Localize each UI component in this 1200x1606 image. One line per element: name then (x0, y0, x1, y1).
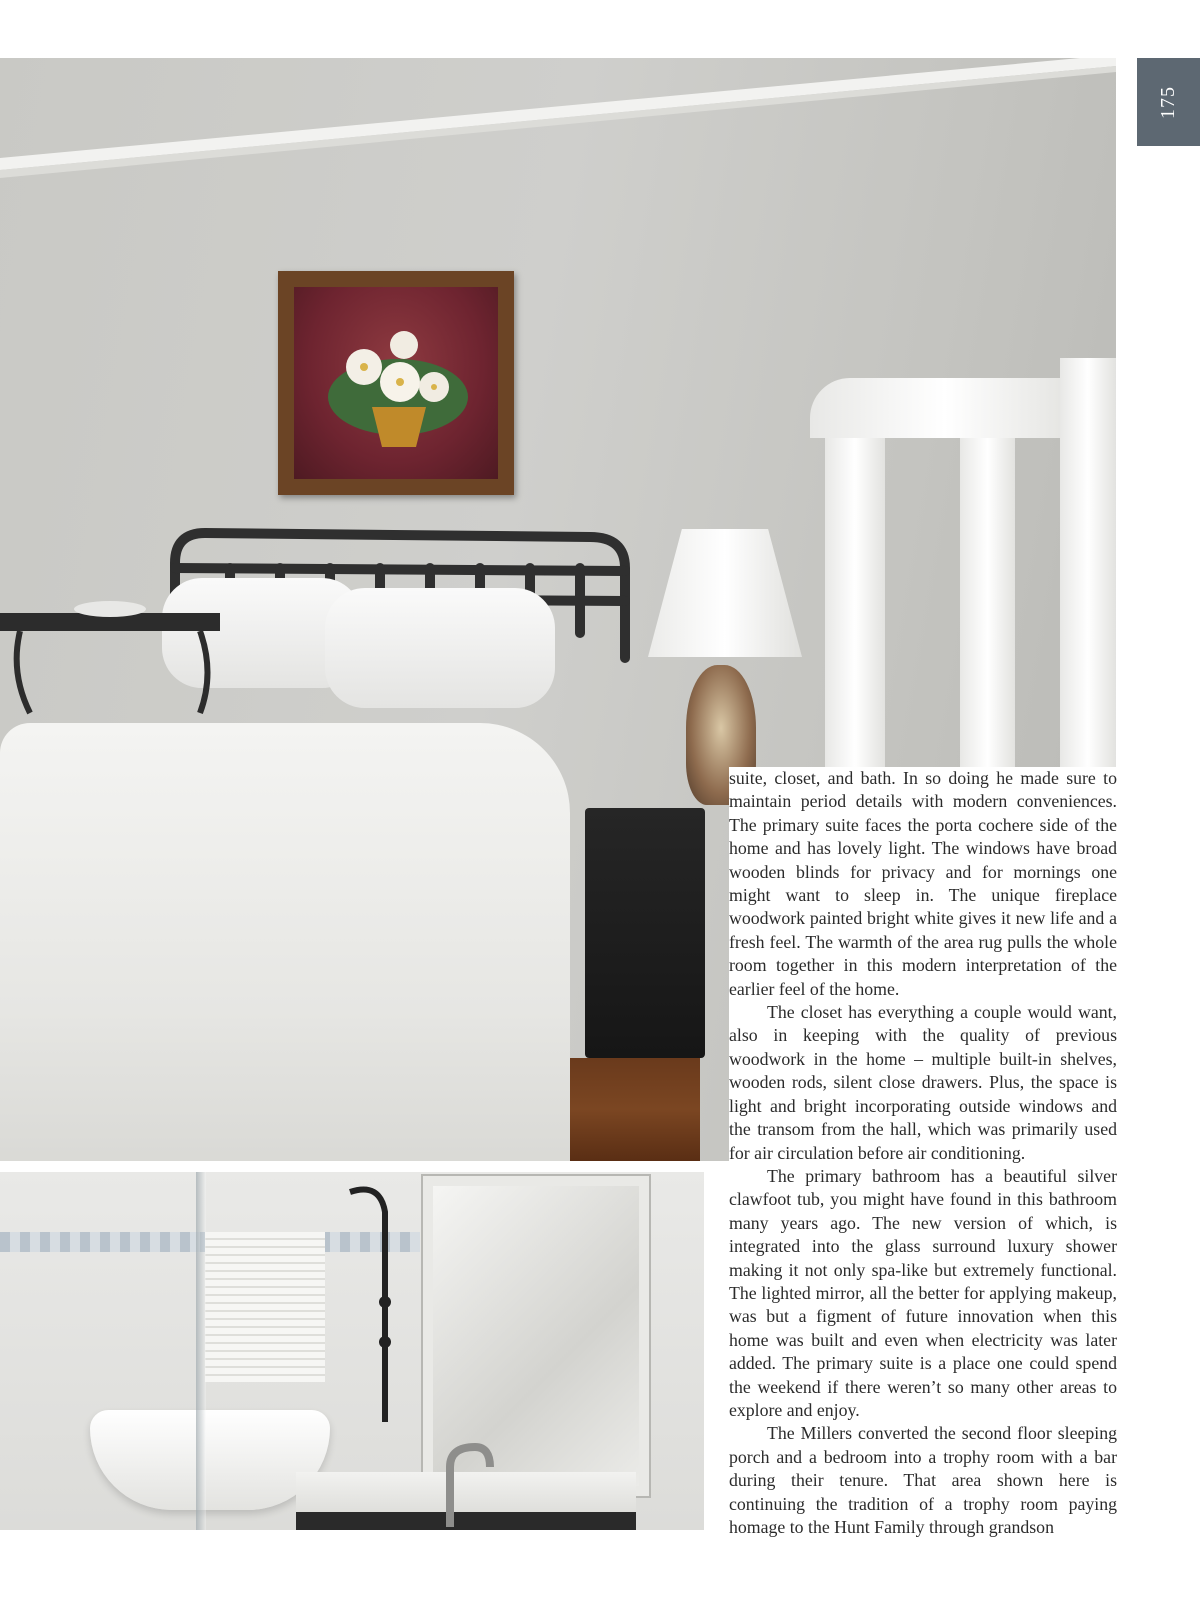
baluster-right (960, 438, 1015, 798)
article-paragraph: suite, closet, and bath. In so doing he made sure to maintain period details with modern conveniences. The primary suite faces the porta cochere side of the home and has lovely light. The windows have broad wooden blinds for privacy and for mornings one might want to sleep in. The unique fireplace woodwork painted bright white gives it new life and a fresh feel. The warmth of the area rug pulls the whole room together in this modern interpretation of the earlier feel of the home. (729, 768, 1117, 999)
clawfoot-tub (90, 1410, 330, 1510)
window-blinds (205, 1232, 325, 1382)
stair-rail-cap (810, 378, 1080, 438)
lamp-shade (648, 529, 802, 657)
article-paragraph: The Millers converted the second floor sleeping porch and a bedroom into a trophy room with a bar during their tenure. That area shown here is continuing the tradition of a trophy room paying homage to the Hunt Family through grandson (729, 1423, 1117, 1537)
bathroom-photo (0, 1172, 704, 1530)
article-paragraph: The closet has everything a couple would want, also in keeping with the quality of previous woodwork in the home – multiple built-in shelves, wooden rods, silent close drawers. Plus, the space is light and bright incorporating outside windows and the transom from the hall, which was primarily used for air circulation before air conditioning. (729, 1002, 1117, 1163)
shower-fixture (340, 1182, 400, 1432)
faucet (430, 1437, 520, 1530)
baluster-left (825, 438, 885, 798)
breakfast-tray (0, 583, 230, 723)
page-number-tab (1137, 58, 1200, 146)
page-number: 175 (1157, 85, 1179, 119)
pillow-right (325, 588, 555, 708)
flower-painting (278, 271, 514, 495)
white-duvet (0, 723, 570, 1161)
article-paragraph: The primary bathroom has a beautiful silver clawfoot tub, you might have found in this bathroom many years ago. The new version of which, is integrated into the glass surround luxury shower making it not only spa-like but extremely functional. The lighted mirror, all the better for applying makeup, was but a figment of future innovation when this home was built and even when electricity was later added. The primary suite is a place one could spend the weekend if there weren’t so many other areas to explore and enjoy. (729, 1165, 1117, 1420)
newel-post (1060, 358, 1116, 798)
glass-shower-panel (196, 1172, 206, 1530)
article-text-column (729, 767, 1117, 1539)
crown-molding (0, 58, 1116, 218)
